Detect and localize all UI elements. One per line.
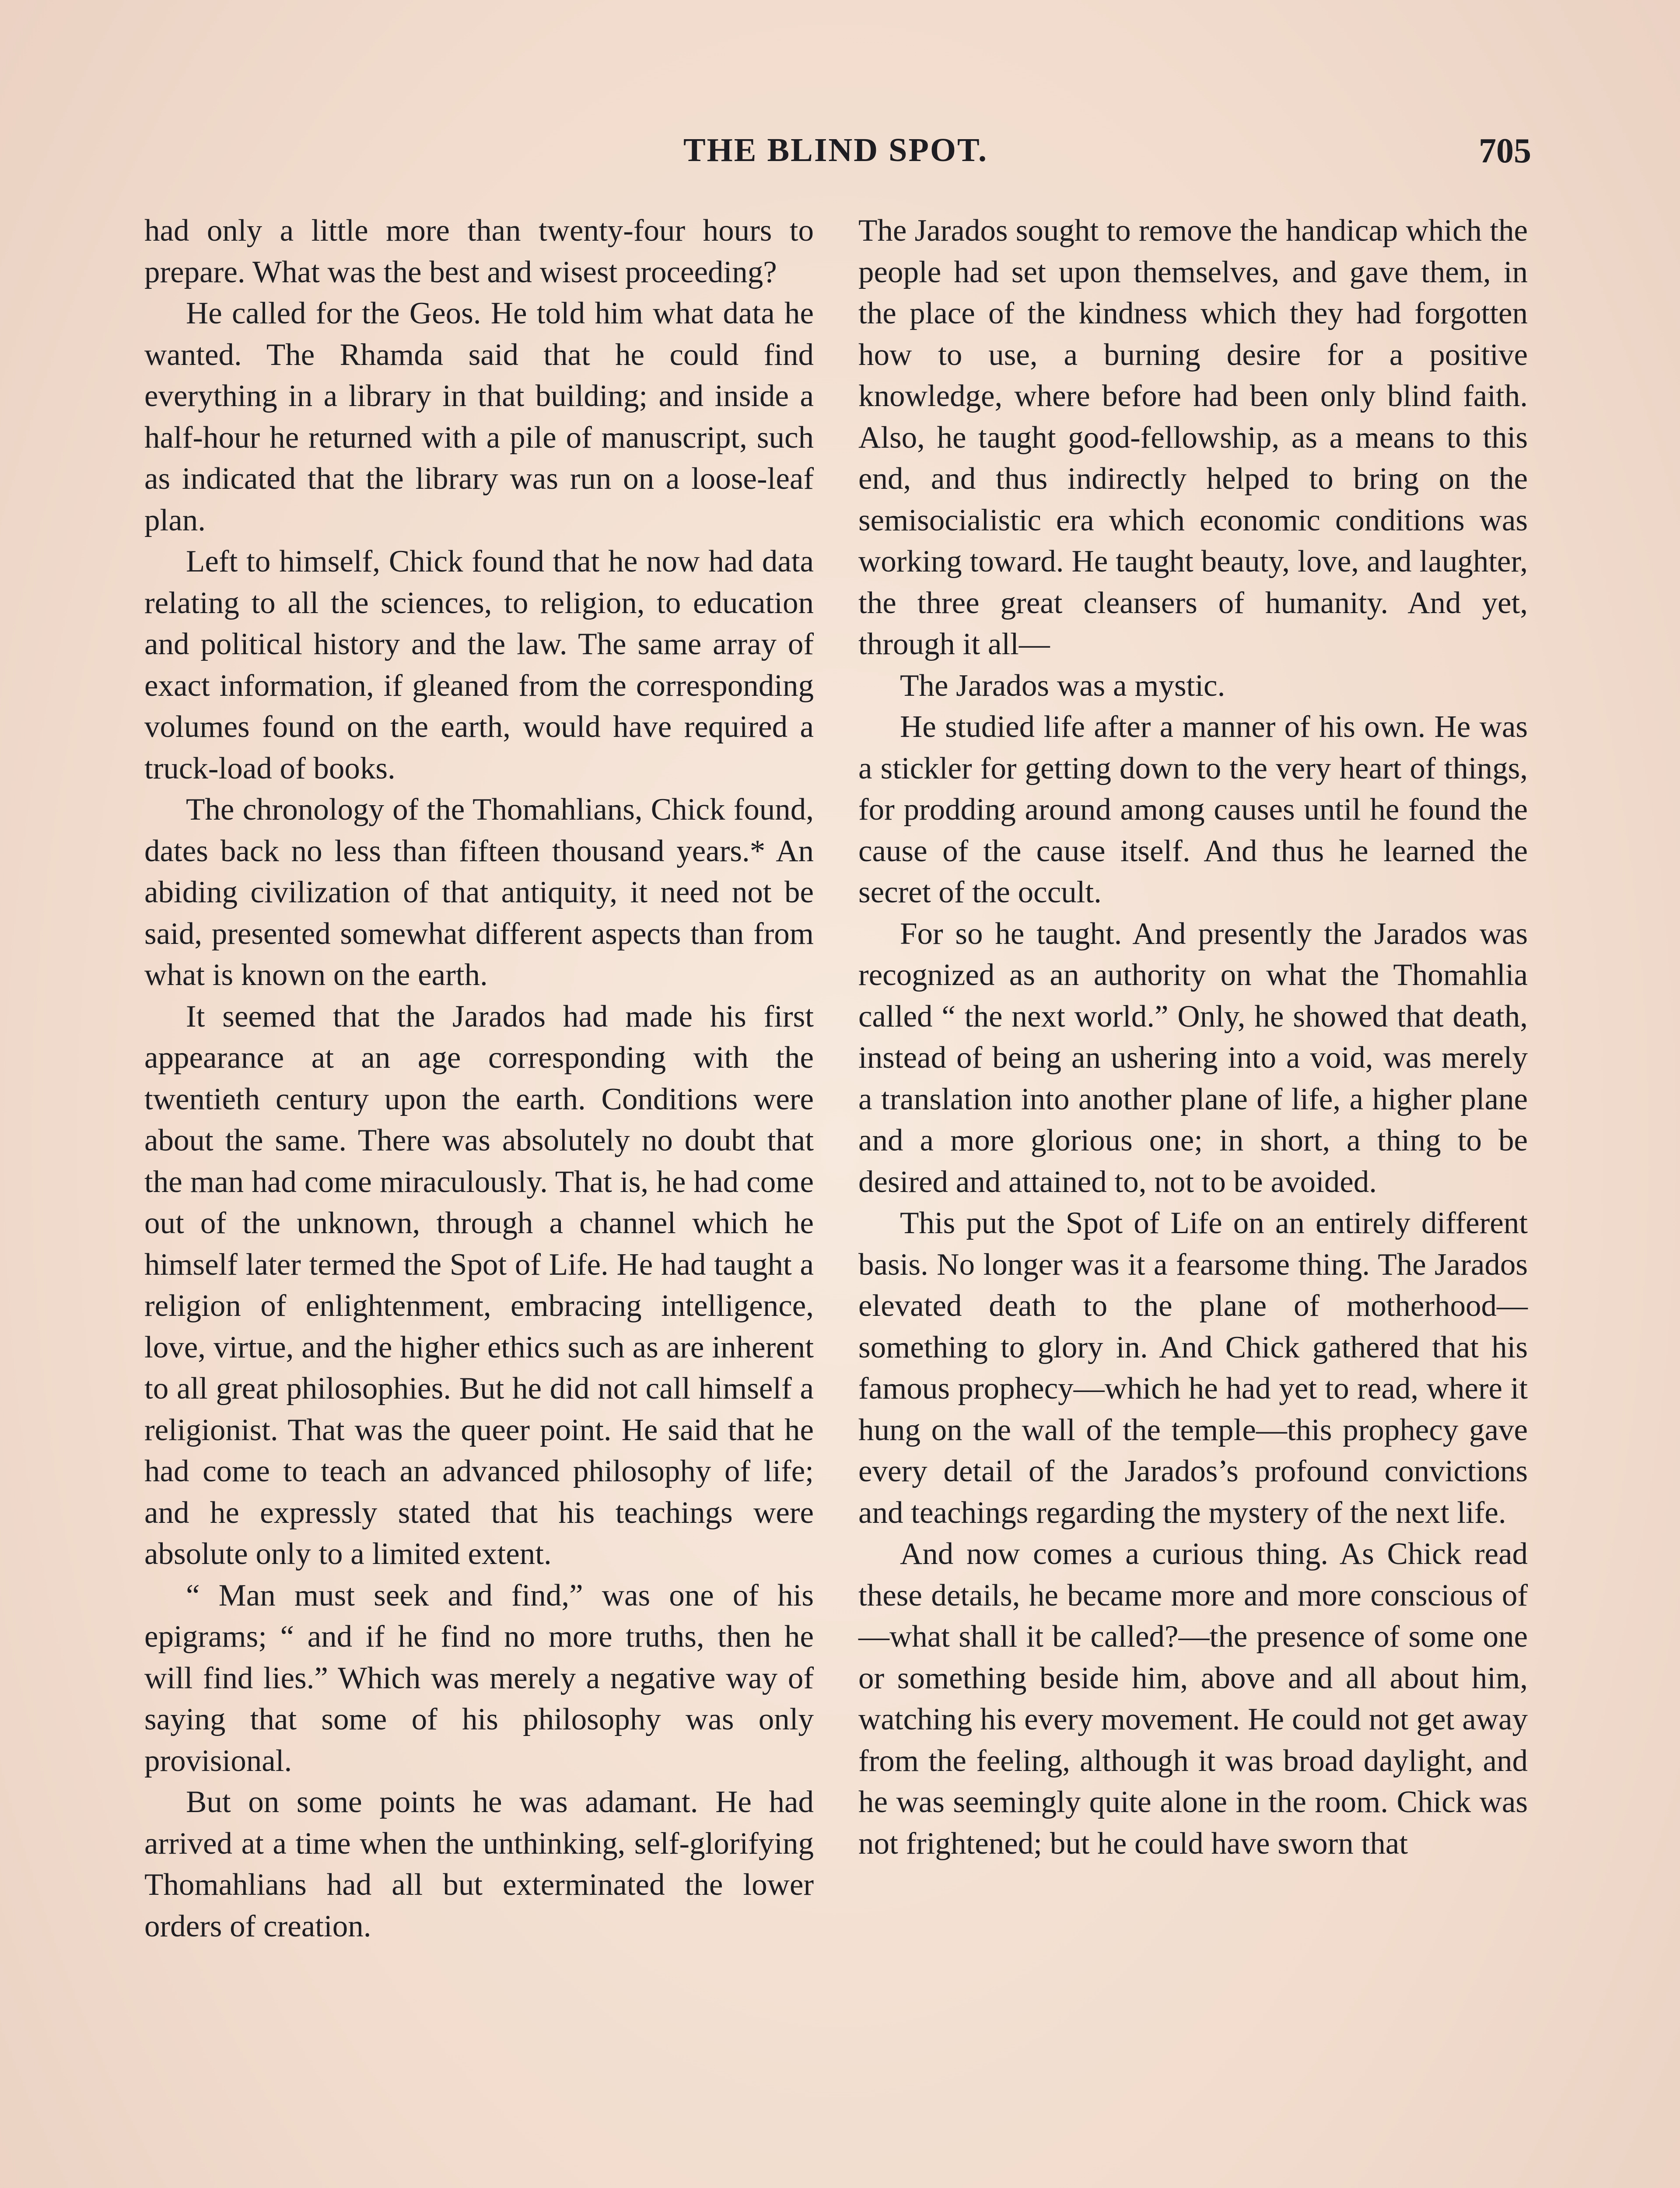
paragraph: The Jarados was a mystic. bbox=[900, 668, 1225, 703]
paragraph: had only a little more than twenty-four hours to prepare. What was the best and wisest proceeding? bbox=[144, 214, 814, 289]
running-title: THE BLIND SPOT. bbox=[683, 132, 988, 168]
paragraph: The chronology of the Thomahlians, Chick found, dates back no less than fifteen thousand years.* An abiding civilization of that antiquity, it need not be said, presented somewhat different aspects than from what is known on the earth. bbox=[144, 792, 814, 992]
paragraph: Left to himself, Chick found that he now had data relating to all the sciences, to religion, to education and political history and the law. The same array of exact information, if gleaned from the corresponding volumes found on the earth, would have required a truck-load of books. bbox=[144, 544, 814, 785]
right-column bbox=[858, 210, 1528, 2188]
running-head bbox=[140, 131, 1531, 179]
paragraph: This put the Spot of Life on an entirely different basis. No longer was it a fearsome thing. The Jarados elevated death to the plane of motherhood—something to glory in. And Chick gathered that his famous prophecy—which he had yet to read, where it hung on the wall of the temple—this prophecy gave every detail of the Jarados’s profound convictions and teachings regarding the mystery of the next life. bbox=[858, 1206, 1528, 1530]
paragraph: For so he taught. And presently the Jarados was recognized as an authority on what the Thomahlia called “ the next world.” Only, he showed that death, instead of being an ushering into a void, was merely a translation into another plane of life, a higher plane and a more glorious one; in short, a thing to be desired and attained to, not to be avoided. bbox=[858, 916, 1528, 1199]
paragraph: He called for the Geos. He told him what data he wanted. The Rhamda said that he could find everything in a library in that building; and inside a half-hour he returned with a pile of manuscript, such as indicated that the library was run on a loose-leaf plan. bbox=[144, 296, 814, 537]
page-number: 705 bbox=[1479, 132, 1531, 170]
left-column bbox=[144, 210, 814, 2188]
paragraph: He studied life after a manner of his own. He was a stickler for getting down to the very heart of things, for prodding around among causes until he found the cause of the cause itself. And thus he learned the secret of the occult. bbox=[858, 710, 1528, 909]
paragraph: It seemed that the Jarados had made his first appearance at an age corresponding with the twentieth century upon the earth. Conditions were about the same. There was absolutely no doubt that the man had come miraculously. That is, he had come out of the unknown, through a channel which he himself later termed the Spot of Life. He had taught a religion of enlightenment, embracing intelligence, love, virtue, and the higher ethics such as are inherent to all great philosophies. But he did not call himself a religionist. That was the queer point. He said that he had come to teach an advanced philosophy of life; and he expressly stated that his teachings were absolute only to a limited extent. bbox=[144, 999, 814, 1571]
paragraph: But on some points he was adamant. He had arrived at a time when the unthinking, self-glorifying Thomahlians had all but exterminated the lower orders of creation. bbox=[144, 1785, 814, 1943]
paragraph: And now comes a curious thing. As Chick read these details, he became more and more conscious of—what shall it be called?—the presence of some one or something beside him, above and all about him, watching his every movement. He could not get away from the feeling, although it was broad daylight, and he was seemingly quite alone in the room. Chick was not frightened; but he could have sworn that bbox=[858, 1537, 1528, 1861]
paragraph: The Jarados sought to remove the handicap which the people had set upon themselves, and gave them, in the place of the kindness which they had forgotten how to use, a burning desire for a positive knowledge, where before had been only blind faith. Also, he taught good-fellowship, as a means to this end, and thus indirectly helped to bring on the semisocialistic era which economic conditions was working toward. He taught beauty, love, and laughter, the three great cleansers of humanity. And yet, through it all— bbox=[858, 214, 1528, 661]
paragraph: “ Man must seek and find,” was one of his epigrams; “ and if he find no more truths, then he will find lies.” Which was merely a negative way of saying that some of his philosophy was only provisional. bbox=[144, 1578, 814, 1778]
